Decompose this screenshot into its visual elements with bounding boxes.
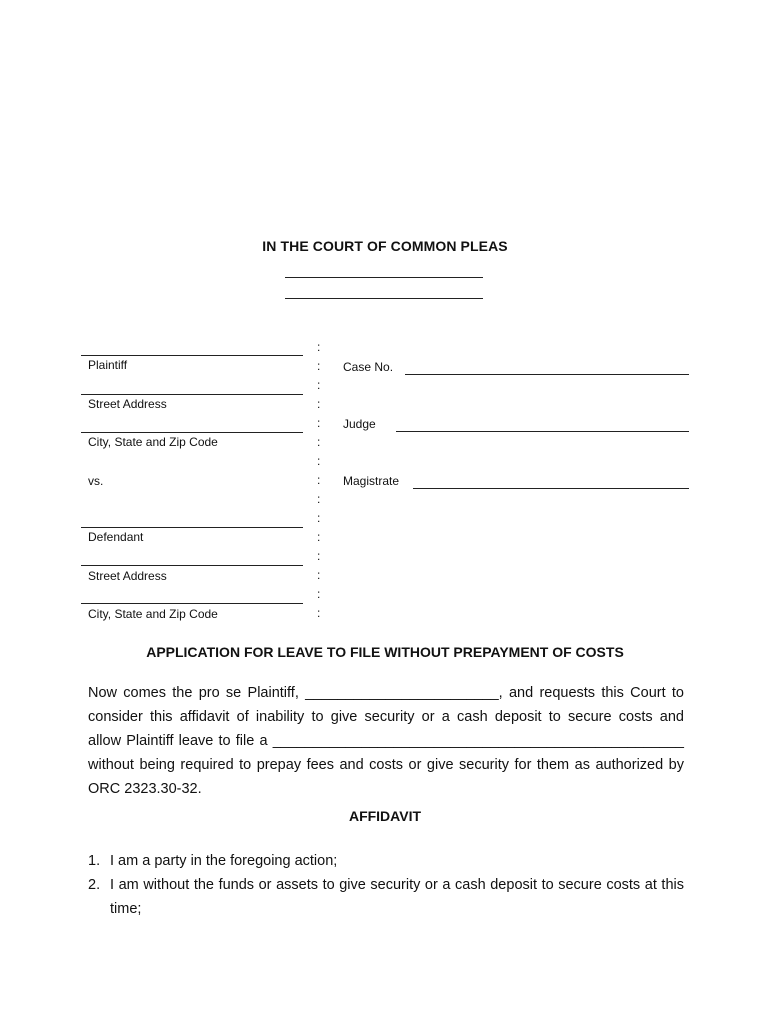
- divider-colon: :: [317, 359, 321, 373]
- plaintiff-street-line[interactable]: [81, 394, 303, 395]
- list-item-number: 2.: [88, 877, 101, 893]
- list-item: [88, 873, 684, 921]
- divider-colon: :: [317, 416, 321, 430]
- paragraph-line: Now comes the pro se Plaintiff, ________________________, and requests this Court to: [88, 685, 684, 701]
- defendant-city-label: City, State and Zip Code: [88, 607, 218, 621]
- defendant-label: Defendant: [88, 530, 144, 544]
- divider-colon: :: [317, 492, 321, 506]
- divider-colon: :: [317, 378, 321, 392]
- plaintiff-city-label: City, State and Zip Code: [88, 435, 218, 449]
- paragraph-line: ORC 2323.30-32.: [88, 781, 202, 797]
- paragraph-line: without being required to prepay fees and costs or give security for them as authorized by: [88, 757, 684, 773]
- vs-label: vs.: [88, 474, 104, 488]
- divider-colon: :: [317, 454, 321, 468]
- defendant-name-line[interactable]: [81, 527, 303, 528]
- judge-line[interactable]: [396, 431, 689, 432]
- judge-label: Judge: [343, 417, 376, 431]
- list-item-text: I am a party in the foregoing action;: [110, 853, 338, 869]
- divider-colon: :: [317, 435, 321, 449]
- court-title: IN THE COURT OF COMMON PLEAS: [262, 238, 508, 254]
- divider-colon: :: [317, 340, 321, 354]
- plaintiff-name-line[interactable]: [81, 355, 303, 356]
- divider-colon: :: [317, 568, 321, 582]
- case-no-line[interactable]: [405, 374, 689, 375]
- paragraph-line: consider this affidavit of inability to give security or a cash deposit to secure costs and: [88, 709, 684, 725]
- divider-colon: :: [317, 606, 321, 620]
- county-line[interactable]: [285, 277, 483, 278]
- divider-colon: :: [317, 397, 321, 411]
- defendant-street-line[interactable]: [81, 565, 303, 566]
- case-no-label: Case No.: [343, 360, 394, 374]
- divider-colon: :: [317, 587, 321, 601]
- divider-colon: :: [317, 511, 321, 525]
- defendant-city-line[interactable]: [81, 603, 303, 604]
- application-title: APPLICATION FOR LEAVE TO FILE WITHOUT PREPAYMENT OF COSTS: [146, 644, 624, 660]
- paragraph-line: allow Plaintiff leave to file a ___________________________________________________: [88, 733, 684, 749]
- list-item: [88, 849, 688, 873]
- divider-colon: :: [317, 549, 321, 563]
- plaintiff-label: Plaintiff: [88, 358, 128, 372]
- plaintiff-city-line[interactable]: [81, 432, 303, 433]
- application-paragraph: [88, 681, 684, 801]
- affidavit-title: AFFIDAVIT: [348, 808, 422, 824]
- list-item-number: 1.: [88, 853, 101, 869]
- divider-colon: :: [317, 473, 321, 487]
- defendant-street-label: Street Address: [88, 569, 167, 583]
- state-line[interactable]: [285, 298, 483, 299]
- divider-colon: :: [317, 530, 321, 544]
- affidavit-list: [88, 849, 688, 921]
- magistrate-line[interactable]: [413, 488, 689, 489]
- magistrate-label: Magistrate: [343, 474, 400, 488]
- list-item-text: I am without the funds or assets to give security or a cash deposit to secure costs at this time;: [110, 877, 684, 917]
- plaintiff-street-label: Street Address: [88, 397, 167, 411]
